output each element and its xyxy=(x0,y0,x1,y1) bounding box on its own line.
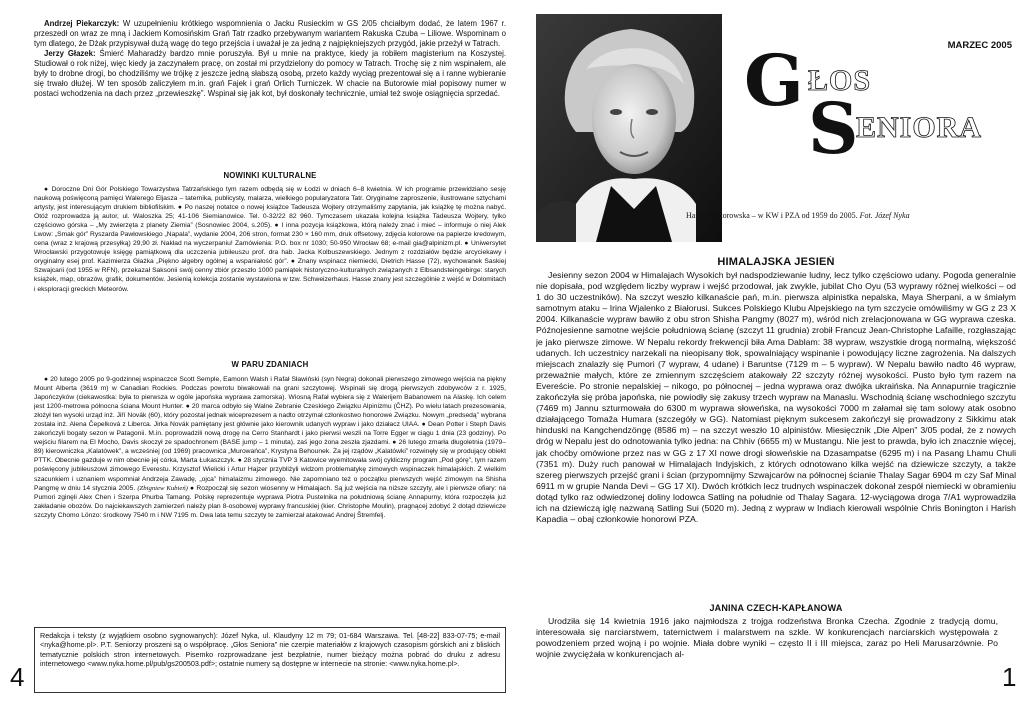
article-body xyxy=(536,270,1016,600)
paru-title: W PARU ZDANIACH xyxy=(231,360,309,369)
paragraph-text: Śmierć Maharadży bardzo mnie poruszyła. Był u mnie na praktyce, kiedy ja robiłem magisterium na Koszystej. Studiował o rok niżej, więc kiedy ja zaczynałem pracę, on został mi przydzielony do pomocy w Tatrach. Trochę się z nim wspinałem, ale były to drobne drogi, bo chodziliśmy we trójkę z jeszcze jedną słabszą osobą, przeto każdy wyciąg prezentował się a i ranne wybieranie się trwało dłużej. W ten sposób zaliczyłem m.in. grań Fajek i grań Orlich Turniczek. W chacie na Butorowie miał popisowy numer w postaci wchodzenia na dach przez „przewieszkę”. Wspinał się jak kot, był doskonały technicznie, umiał też swoje osiągnięcia sprzedać. xyxy=(34,49,506,98)
author-name: Jerzy Głazek: xyxy=(44,49,96,58)
article-text: Jesienny sezon 2004 w Himalajach Wysokich był nadspodziewanie ludny, lecz tylko częściowo udany. Pogoda generalnie nie dopisała, pod względem liczby wypraw i wejść przodował, jak zwykle, jubilat Cho Oyu (53 wyprawy różnej wielkości – od 1 do 30 uczestników). Na szczyt weszło kilkanaście pań, m.in. pierwsza alpinistka nepalska, Maya Sherpani, a w śmiałym samotnym ataku – Irina Wjalenko z Białorusi. Sukces Polskiego Klubu Alpejskiego na tym szczycie omówiliśmy w GG z 23 X 2004. Kilkanaście wypraw bawiło z obu stron Shisha Pangmy (8027 m), wśród nich zrelacjonowana w GG wyprawa czeska. Późnojesienne samotne wejście południową ścianę (szczyt 11 grudnia) zrobił Francuz Jean-Christophe Lafaille, rozgłaszając je jako pierwsze zimowe. W Nepalu rekordy frekwencji biła Ama Dablam: 38 wypraw, wszystkie drogą normalną, większość udanych. Ich uczestnicy narzekali na nieopisany tłok, spowalniający wspinanie i powodujący liczne zagrożenia. Na dalszych miejscach znalazły się Pumori (7 wypraw, 4 udane) i Baruntse (7129 m – 5 wypraw). W Nepalu bawiło nadto 46 wypraw, przeważnie małych, które ze zmiennym szczęściem atakowały 22 szczyty różnej wysokości. Pusto było tym razem na Evereście. Po stronie nepalskiej – nikogo, po północnej – jedna wyprawa oraz dwójka ukraińska. Na Annapurnie tragicznie zakończyła się próba japońska, nie powiodły się zakusy trzech wypraw na Manaslu. Wschodnią ścianę wschodniego szczytu (7469 m) Jannu szturmowała do 6300 m wyprawa słoweńska, na wysokości 7000 m załamał się tam solowy atak osobno działającego Tomaža Humara (szczegóły w GG). Natomiast pięknym sukcesem zakończył się prowadzony z Sikkimu atak hinduski na Kangchendzöngę (8586 m) – na szczyt weszło 10 alpinistów. Miesięcznik „Die Alpen” 3/05 podał, że z nowych dróg w Nepalu jest do odnotowania tylko jedna: na Chhiv (6655 m) w Mustangu. Nie jest to prawda, było ich znacznie więcej, jak choćby omówione przez nas w GG z 17 XI nowe drogi słoweńskie na Dzasampatse (6295 m) i na Pasang Lhamu Chuli (7351 m). Duży ruch panował w Himalajach Indyjskich, z których odnotowano kilka wejść na dziewicze szczyty, a także szereg pierwszych przejść grani i ścian (przypomnijmy Szwajcarów na północnej ścianie Thalay Sagar 6904 m czy Saf Minal 6911 m w grupie Nanda Devi – GG 17 XI). Dwóch krótkich lecz trudnych wspinaczek dokonał zespół niemiecki w obramieniu dotąd tylko raz odwiedzonej doliny lodowca Satling na południe od Thalay Sagara. 12-wyciągowa droga 7/A1 wyprowadziła ich na dziewiczą iglę nazwaną Satling Sui (5020 m). Jedną z wypraw w Indiach kierowali wspólnie Chris Bonington i Harish Kapadia – obaj członkowie honorowi PZA. xyxy=(536,270,1016,525)
paru-credit: (Zbigniew Kubień) xyxy=(137,484,188,492)
logo-g-letter: G xyxy=(744,46,804,122)
author-name: Andrzej Piekarczyk: xyxy=(44,19,120,28)
nowinki-column xyxy=(34,185,506,357)
section2-title: JANINA CZECH-KAPŁANOWA xyxy=(709,603,843,613)
paragraph-text: W uzupełnieniu krótkiego wspomnienia o Jacku Rusieckim w GS 2/05 chciałbym dodać, że latem 1967 r. przeszedł on wraz ze mną i Jackiem Komosińskim Grań Tatr rzadko przebywanym wariantem Rakuska Czuba – Liliowe. Wspominam o tym dlatego, że Dżak przypisywał dużą wagę do tego przejścia i uważał je za jedną z najpiękniejszych przygód, jakie przeżył w Tatrach. xyxy=(34,19,506,48)
page-number-right: 1 xyxy=(1002,662,1017,692)
newspaper-logo xyxy=(740,46,1020,166)
article-title: HIMALAJSKA JESIEŃ xyxy=(717,256,835,268)
editorial-text: Redakcja i teksty (z wyjątkiem osobno sygnowanych): Józef Nyka, ul. Klaudyny 12 m 79; 01-684 Warszawa. Tel. [48-22] 833-07-75; e-mail <nyka@home.pl>. P.T. Seniorzy proszeni są o współpracę. „Głos Seniora” nie czerpie materiałów z krajowych czasopism górskich ani z bliskich tematycznie polskich stron internetowych. Pisemko rozprowadzane jest bezpłatnie, numer bieżący można pobrać do druku z adresu internetowego <www.nyka.home.pl/pub/gs200503.pdf>; ostatnie numery są dostępne w internecie na stronie: <www.nyka.home.pl>. xyxy=(40,631,500,668)
page-number-left: 4 xyxy=(10,662,25,692)
portrait-image xyxy=(536,14,722,242)
caption-credit: Fot. Józef Nyka xyxy=(859,211,910,220)
intro-column xyxy=(34,19,506,167)
logo-glos-rest: ŁOS xyxy=(808,64,872,97)
nowinki-title: NOWINKI KULTURALNE xyxy=(223,171,317,180)
logo-s-letter: S xyxy=(808,87,859,166)
portrait-photo xyxy=(536,14,722,242)
paru-text xyxy=(34,375,506,520)
caption-text: Hania Wiktorowska – w KW i PZA od 1959 do 2005. xyxy=(686,211,858,220)
paru-text-a: ● 20 lutego 2005 po 9-godzinnej wspinaczce Scott Semple, Eamonn Walsh i Rafał Sławiński (syn Negra) dokonali pierwszego zimowego wejścia na piękny Mount Alberta (3619 m) w Canadian Rockies. Podczas powrotu biwakowali na grani szczytowej. Wspinali się drogą pierwszych zdobywców z r. 1925, Japończyków (ciekawostka: była to pierwsza w ogóle japońska wyprawa zamorska). Wiosną Rafał wybiera się z Walerijem Babanowem na Alaskę. Ich celem jest 1200-metrowa północna ściana Mount Hunter. ● 20 marca odbyło się Walne Zebranie Czeskiego Związku Alpinizmu (ČHZ). Po wielu latach prezesowania, złożył ten wysoki urząd inż. Jiří Novák (60), który pozostał jednak wiceprezesem a nadto otrzymał członkostwo honorowe Związku. Nowym „predsedą” wybrana została inż. Alena Čepelková z Liberca. Jirka Novák pamiętany jest głównie jako kierownik udanych wypraw i jako działacz UIAA. ● Dean Potter i Steph Davis zakończyli bogaty sezon w Patagonii. M.in. poprowadzili nową drogę na Cerro Stanhardt i jako pierwsi weszli na Torre Egger w ciągu 1 dnia (23 godziny). Po wejściu filarem na El Mocho, Davis skoczył ze spadochronem (BASE jump – 1 minuta), zaś jego żona zeszła zjazdami. ● 26 lutego zmarła długoletnia (1979–89) kierowniczka „Kalatówek”, a wcześniej (od 1969) pracownica „Murowańca”, Krystyna Behounek. Za jej rządów „Kalatówki” rozwinęły się w produjący obiekt PTTK. Obecnie gazduje w nim obecnie jej córka, Marta Łukaszczyk. ● 28 stycznia TVP 3 Katowice wyemitowała swój cykliczny program „Pod górę”, tym razem poświęcony jubileuszowi zimowego Everestu. Krzysztof Wielicki i Artur Hajzer przybliżyli widzom problematykę zimowych wspinaczek himalajskich. Z wielkim szacunkiem i uznaniem wspomniał Andrzeja Zawadę, „ojca” himalaizmu zimowego. Nie zapomniano też o początku pierwszych wejść zimowym na Shisha Pangmę w dniu 14 stycznia 2005. xyxy=(34,376,506,492)
photo-caption xyxy=(686,211,1016,223)
intro-paragraph-piekarczyk xyxy=(34,19,506,49)
paru-text-b: ● Rozpoczął się sezon wiosenny w Himalajach. Są już wejścia na niższe szczyty, ale i pierwsze ofiary: na Pumori zginęli Alex Chen i Szerpa Phurba Tamang. Polskę reprezentuje wyprawa Piotra Pustelnika na południową ścianę Annapurny, która rozpoczęła już zakładanie obozów. Do najciekawszych zamierzeń należy plan 8-osobowej wyprawy francuskiej (kier. Christophe Moulin), pragnącej zdobyć 2 dotąd dziewicze szczyty Chomo Lönzo: środkowy 7540 m i NW 7195 m. Dwa lata temu szczyty te zamierzał atakować Andrej Štremfelj. xyxy=(34,484,506,519)
paru-column xyxy=(34,375,506,619)
right-page xyxy=(512,0,1024,724)
section2-body xyxy=(536,616,998,716)
section2-text: Urodziła się 14 kwietnia 1916 jako najmłodsza z trojga rodzeństwa Bronka Czecha. Zgodnie z tradycją domu, interesowała się narciarstwem, taternictwem i malarstwem na szkle. W konkurencjach narciarskich występowała z powodzeniem przed wojną i po wojnie. Miała dobre wyniki – często II i III miejsca, zaraz po Heli Marusarzównie. Po wojnie zwyciężała w konkurencjach al- xyxy=(536,616,998,660)
logo-seniora-rest: ENIORA xyxy=(856,111,983,144)
nowinki-text: ● Doroczne Dni Gór Polskiego Towarzystwa Tatrzańskiego tym razem odbędą się w Łodzi w dniach 6–8 kwietnia. W ich programie przewidziano sesję naukową poświęconą pamięci Walerego Eljasza – taternika, publicysty, malarza, wielkiego popularyzatora Tatr. Oryginalne zaproszenie, ilustrowane sztychami artysty, jest interesującym drukiem bibliofilskim. ● Po naszej notatce o nowej książce Tadeusza Wojtery otrzymaliśmy zapytania, jak książkę tę można nabyć. Otóż rozprowadza ją autor, ul. Waloszka 25; 41-106 Siemianowice. Tel. 0-32/22 82 960. Tymczasem ukazała kolejna książka Tadeusza Wojtery, tylko częściowo górska – „My zwierzęta z planety Ziemia” (Sosnowiec 2004, s.205). ● I inna pozycja książkowa, którą należy znać i mieć – informuje o niej Alek Lwow: „Smak gór” Ryszarda Pawłowskiego „Napala”, wydanie 2004, 206 stron, format 230 × 160 mm, druk offsetowy, zdjęcia kolorowe na papierze kredowym, cena (wraz z krajową przesyłką) 29,90 zł. Nakład na wyczerpaniu! Zamówienia: P.O. box nr 1030; 50-950 Wrocław 68; e-mail gia@alpinizm.pl. ● Uniwersytet Wrocławski przygotowuje księgę pamiątkową dla uczczenia jubileuszu prof. dra hab. Jacka Kolbuszewskiego. Jednym z rozdziałów będzie arcyciekawy i oryginalny esej prof. Kazimierza Głażka „Piękno algebry ogólnej a wspaniałość gór”. ● Znany wspinacz niemiecki, Dietrich Hasse (72), wychowanek Saskiej Szwajcarii (od 1955 w RFN), przekazał Saksonii swój cenny zbiór przeszło 1000 pamiątek historyczno-kulturalnych związanych z Elbsandsteingebirge: starych książek, map, obrazów, grafik, dokumentów. Jesienią kolekcja zostanie wystawiona w tzw. Schweizerhaus. Hasse znany jest szczególnie z wejść w Dolomitach i eksploracji greckich Meteorów. xyxy=(34,186,506,293)
editorial-box xyxy=(34,627,506,693)
intro-paragraph-glazek xyxy=(34,49,506,99)
issue-date: MARZEC 2005 xyxy=(947,40,1012,51)
